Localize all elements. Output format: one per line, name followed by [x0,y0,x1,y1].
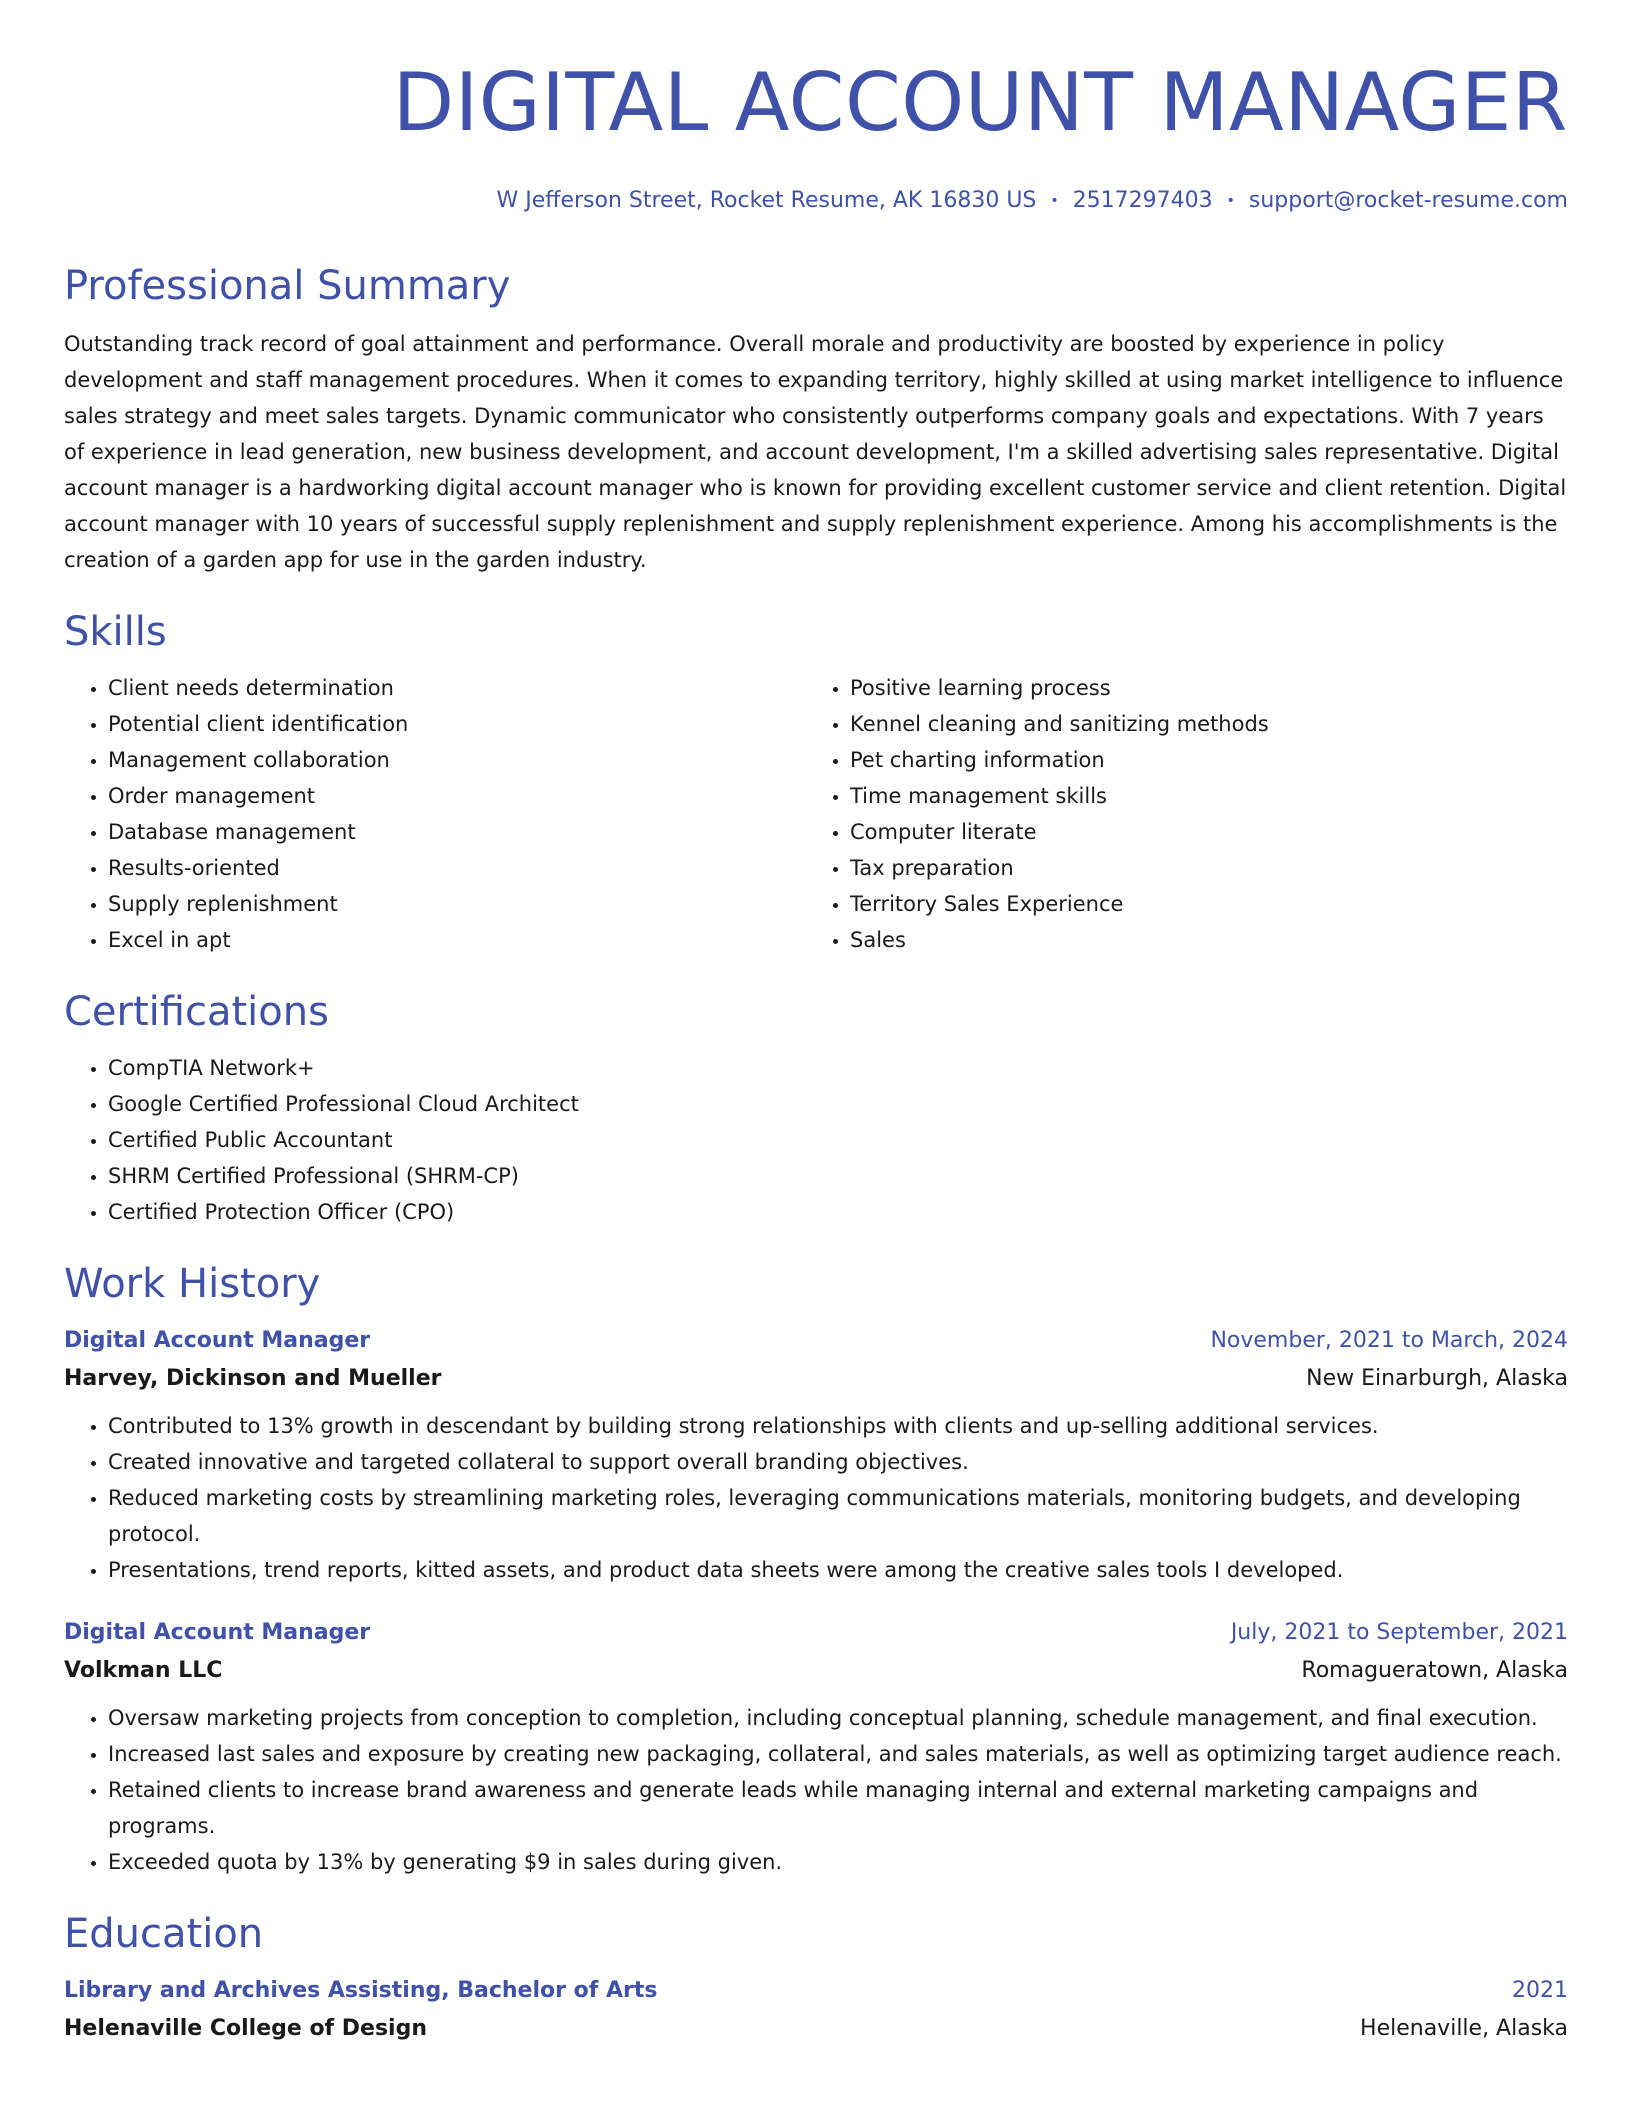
skills-grid [64,670,1568,958]
job-dates: November, 2021 to March, 2024 [1210,1328,1568,1353]
skill-item: • Database management [108,814,806,850]
education-entry [64,1972,1568,2048]
certification-item: • Certified Protection Officer (CPO) [108,1194,1568,1230]
job-title: Digital Account Manager [64,1328,371,1353]
skill-item: • Tax preparation [850,850,1548,886]
contact-address: W Jefferson Street, Rocket Resume, AK 16830 US [496,188,1037,213]
certification-item: • CompTIA Network+ [108,1050,1568,1086]
job-bullets [64,1408,1568,1588]
education-heading: Education [64,1911,264,1957]
skill-item: • Supply replenishment [108,886,806,922]
skills-list-left [64,670,806,958]
skill-item: • Excel in apt [108,922,806,958]
skill-item: • Time management skills [850,778,1548,814]
job-location: New Einarburgh, Alaska [1306,1366,1568,1391]
skill-item: • Sales [850,922,1548,958]
skill-item: • Computer literate [850,814,1548,850]
education-header-row [64,1972,1568,2010]
job-bullet: • Presentations, trend reports, kitted assets, and product data sheets were among the creative sales tools I developed. [108,1552,1568,1588]
job-company-row [64,1652,1568,1690]
certification-item: • SHRM Certified Professional (SHRM-CP) [108,1158,1568,1194]
education-degree: Library and Archives Assisting, Bachelor of Arts [64,1978,658,2003]
job-company-row [64,1360,1568,1398]
contact-line [64,186,1568,216]
certification-item: • Certified Public Accountant [108,1122,1568,1158]
job-entry [64,1614,1568,1880]
resume-header [64,0,1568,216]
certifications-section [64,988,1568,1230]
skill-item: • Client needs determination [108,670,806,706]
education-location: Helenaville, Alaska [1360,2016,1568,2041]
job-entry [64,1322,1568,1588]
skill-item: • Potential client identification [108,706,806,742]
skill-item: • Management collaboration [108,742,806,778]
contact-separator: • [1050,193,1059,209]
contact-email[interactable]: support@rocket-resume.com [1248,188,1568,213]
job-header-row [64,1322,1568,1360]
job-header-row [64,1614,1568,1652]
job-bullet: • Oversaw marketing projects from conception to completion, including conceptual planning, schedule management, and final execution. [108,1700,1568,1736]
job-location: Romagueratown, Alaska [1301,1658,1568,1683]
skill-item: • Pet charting information [850,742,1548,778]
job-bullet: • Created innovative and targeted collateral to support overall branding objectives. [108,1444,1568,1480]
job-bullet: • Reduced marketing costs by streamlining marketing roles, leveraging communications materials, monitoring budgets, and developing protocol. [108,1480,1568,1552]
education-school-row [64,2010,1568,2048]
summary-text: Outstanding track record of goal attainment and performance. Overall morale and productivity are boosted by experience in policy development and staff management procedures. When it comes to expanding territory, highly skilled at using market intelligence to influence sales strategy and meet sales targets. Dynamic communicator who consistently outperforms company goals and expectations. With 7 years of experience in lead generation, new business development, and account development, I'm a skilled advertising sales representative. Digital account manager is a hardworking digital account manager who is known for providing excellent customer service and client retention. Digital account manager with 10 years of successful supply replenishment and supply replenishment experience. Among his accomplishments is the creation of a garden app for use in the garden industry. [64,332,1567,572]
skills-list-right [806,670,1548,958]
summary-heading: Professional Summary [64,263,511,309]
contact-phone: 2517297403 [1072,188,1213,213]
contact-separator: • [1226,193,1235,209]
job-bullet: • Exceeded quota by 13% by generating $9 in sales during given. [108,1844,1568,1880]
job-company: Harvey, Dickinson and Mueller [64,1366,442,1391]
skill-item: • Territory Sales Experience [850,886,1548,922]
job-bullet: • Retained clients to increase brand awareness and generate leads while managing internal and external marketing campaigns and programs. [108,1772,1568,1844]
job-bullets [64,1700,1568,1880]
skill-item: • Kennel cleaning and sanitizing methods [850,706,1548,742]
certification-item: • Google Certified Professional Cloud Architect [108,1086,1568,1122]
work-history-heading: Work History [64,1261,321,1307]
education-school: Helenaville College of Design [64,2016,428,2041]
work-history-section [64,1260,1568,1880]
skills-heading: Skills [64,609,167,655]
skill-item: • Order management [108,778,806,814]
job-bullet: • Contributed to 13% growth in descendant by building strong relationships with clients and up-selling additional services. [108,1408,1568,1444]
education-year: 2021 [1512,1978,1568,2003]
job-bullet: • Increased last sales and exposure by creating new packaging, collateral, and sales materials, as well as optimizing target audience reach. [108,1736,1568,1772]
certifications-list [64,1050,1568,1230]
job-dates: July, 2021 to September, 2021 [1230,1620,1568,1645]
certifications-heading: Certifications [64,989,329,1035]
education-section [64,1910,1568,2048]
job-company: Volkman LLC [64,1658,223,1683]
skill-item: • Results-oriented [108,850,806,886]
skills-section [64,608,1568,958]
resume-name: DIGITAL ACCOUNT MANAGER [392,56,1568,149]
skill-item: • Positive learning process [850,670,1548,706]
job-title: Digital Account Manager [64,1620,371,1645]
